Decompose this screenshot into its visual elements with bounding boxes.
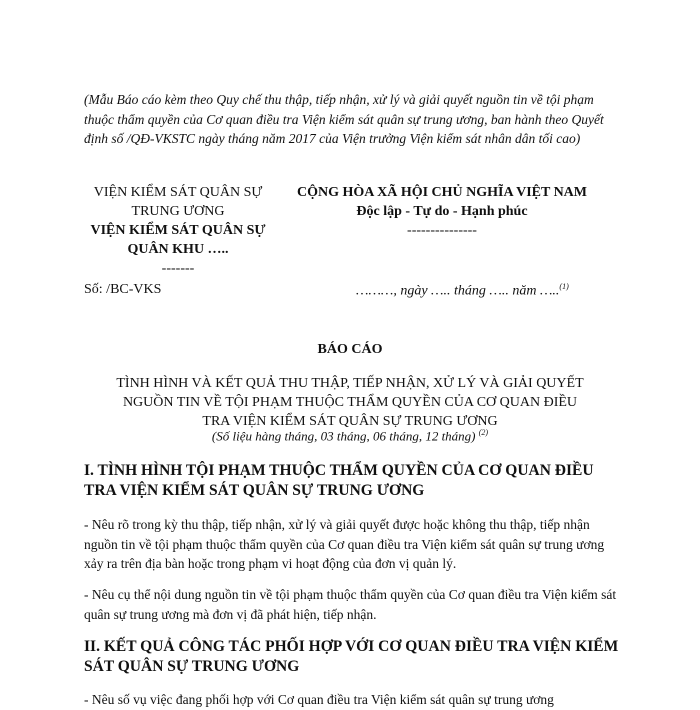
date-text: ………, ngày ….. tháng ….. năm ….. [356, 283, 560, 299]
document-number: Số: /BC-VKS [84, 282, 162, 297]
section-1-paragraph-2: - Nêu cụ thể nội dung nguồn tin về tội phạm thuộc thẩm quyền của Cơ quan điều tra Viện kiểm sát quân sự trung ương mà đơn vị đã phát hiện, tiếp nhận. [84, 587, 617, 622]
period-footnote-ref: (2) [478, 428, 489, 437]
report-title: BÁO CÁO [317, 342, 383, 357]
national-motto: Độc lập - Tự do - Hạnh phúc [356, 204, 528, 219]
national-header [262, 183, 622, 240]
date-footnote-ref: (1) [559, 282, 569, 291]
agency-divider: ------- [161, 261, 195, 276]
template-note: (Mẫu Báo cáo kèm theo Quy chế thu thập, tiếp nhận, xử lý và giải quyết nguồn tin về tội phạm thuộc thẩm quyền của Cơ quan điều tra Viện kiểm sát quân sự trung ương, ban hành theo Quyết định số /QĐ-VKSTC ngày tháng năm 2017 của Viện trưởng Viện kiểm sát nhân dân tối cao) [84, 92, 604, 146]
issuing-agency-header [84, 183, 272, 278]
section-1-paragraph-1: - Nêu rõ trong kỳ thu thập, tiếp nhận, xử lý và giải quyết được hoặc không thu thập, tiếp nhận nguồn tin về tội phạm thuộc thẩm quyền của Cơ quan điều tra Viện kiểm sát quân sự trung ương xảy ra trên địa bàn hoặc trong phạm vi hoạt động của đơn vị quản lý. [84, 517, 605, 571]
report-period-note [110, 428, 590, 444]
section-1-heading: I. TÌNH HÌNH TỘI PHẠM THUỘC THẨM QUYỀN CỦA CƠ QUAN ĐIỀU TRA VIỆN KIỂM SÁT QUÂN SỰ TRUNG ƯƠNG [84, 462, 594, 499]
agency-name: VIỆN KIỂM SÁT QUÂN SỰ QUÂN KHU ….. [90, 223, 266, 257]
report-subtitle: TÌNH HÌNH VÀ KẾT QUẢ THU THẬP, TIẾP NHẬN, XỬ LÝ VÀ GIẢI QUYẾT NGUỒN TIN VỀ TỘI PHẠM THUỘC THẨM QUYỀN CỦA CƠ QUAN ĐIỀU TRA VIỆN KIỂM SÁT QUÂN SỰ TRUNG ƯƠNG [116, 376, 584, 429]
agency-parent: VIỆN KIỂM SÁT QUÂN SỰ TRUNG ƯƠNG [93, 185, 263, 219]
national-divider: --------------- [407, 223, 477, 238]
period-note-text: (Số liệu hàng tháng, 03 tháng, 06 tháng, 12 tháng) [211, 428, 476, 444]
national-title: CỘNG HÒA XÃ HỘI CHỦ NGHĨA VIỆT NAM [296, 185, 587, 200]
document-date [356, 282, 569, 300]
section-2-heading: II. KẾT QUẢ CÔNG TÁC PHỐI HỢP VỚI CƠ QUAN ĐIỀU TRA VIỆN KIỂM SÁT QUÂN SỰ TRUNG ƯƠNG [84, 638, 619, 675]
section-2-paragraph-1: - Nêu số vụ việc đang phối hợp với Cơ quan điều tra Viện kiểm sát quân sự trung ương [84, 692, 554, 707]
